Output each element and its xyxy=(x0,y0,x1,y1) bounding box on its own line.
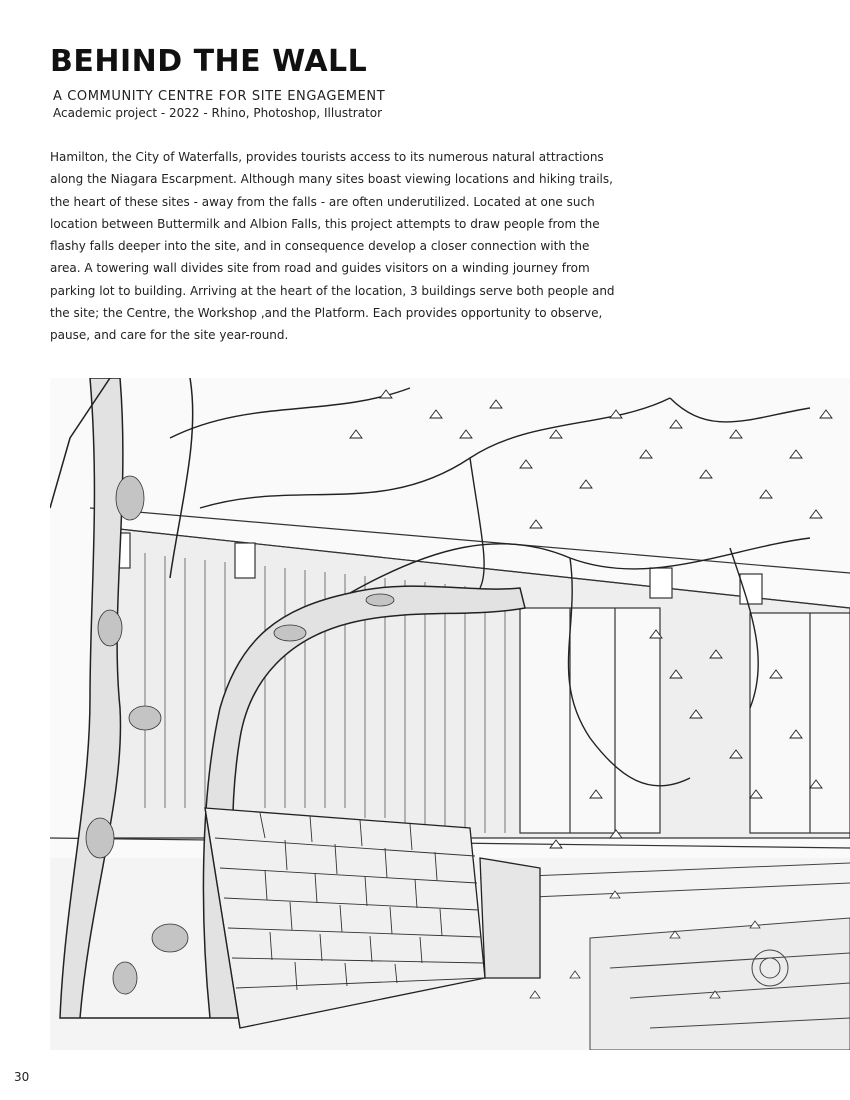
page-title: BEHIND THE WALL xyxy=(50,44,368,79)
page-number: 30 xyxy=(14,1070,30,1084)
project-meta: Academic project - 2022 - Rhino, Photoshop, Illustrator xyxy=(53,106,383,120)
project-description: Hamilton, the City of Waterfalls, provides tourists access to its numerous natural attractions along the Niagara Escarpment. Although many sites boast viewing locations and hiking trails, the heart of these sites - away from the falls - are often underutilized. Located at one such location between Buttermilk and Albion Falls, this project attempts to draw people from the flashy falls deeper into the site, and in consequence develop a closer connection with the area. A towering wall divides site from road and guides visitors on a winding journey from parking lot to building. Arriving at the heart of the location, 3 buildings serve both people and the site; the Centre, the Workshop ,and the Platform. Each provides opportunity to observe, pause, and care for the site year-round. xyxy=(50,150,615,343)
page-subtitle: A COMMUNITY CENTRE FOR SITE ENGAGEMENT xyxy=(53,89,386,104)
site-sketch-illustration xyxy=(50,378,850,1050)
building-sketch xyxy=(50,508,850,848)
